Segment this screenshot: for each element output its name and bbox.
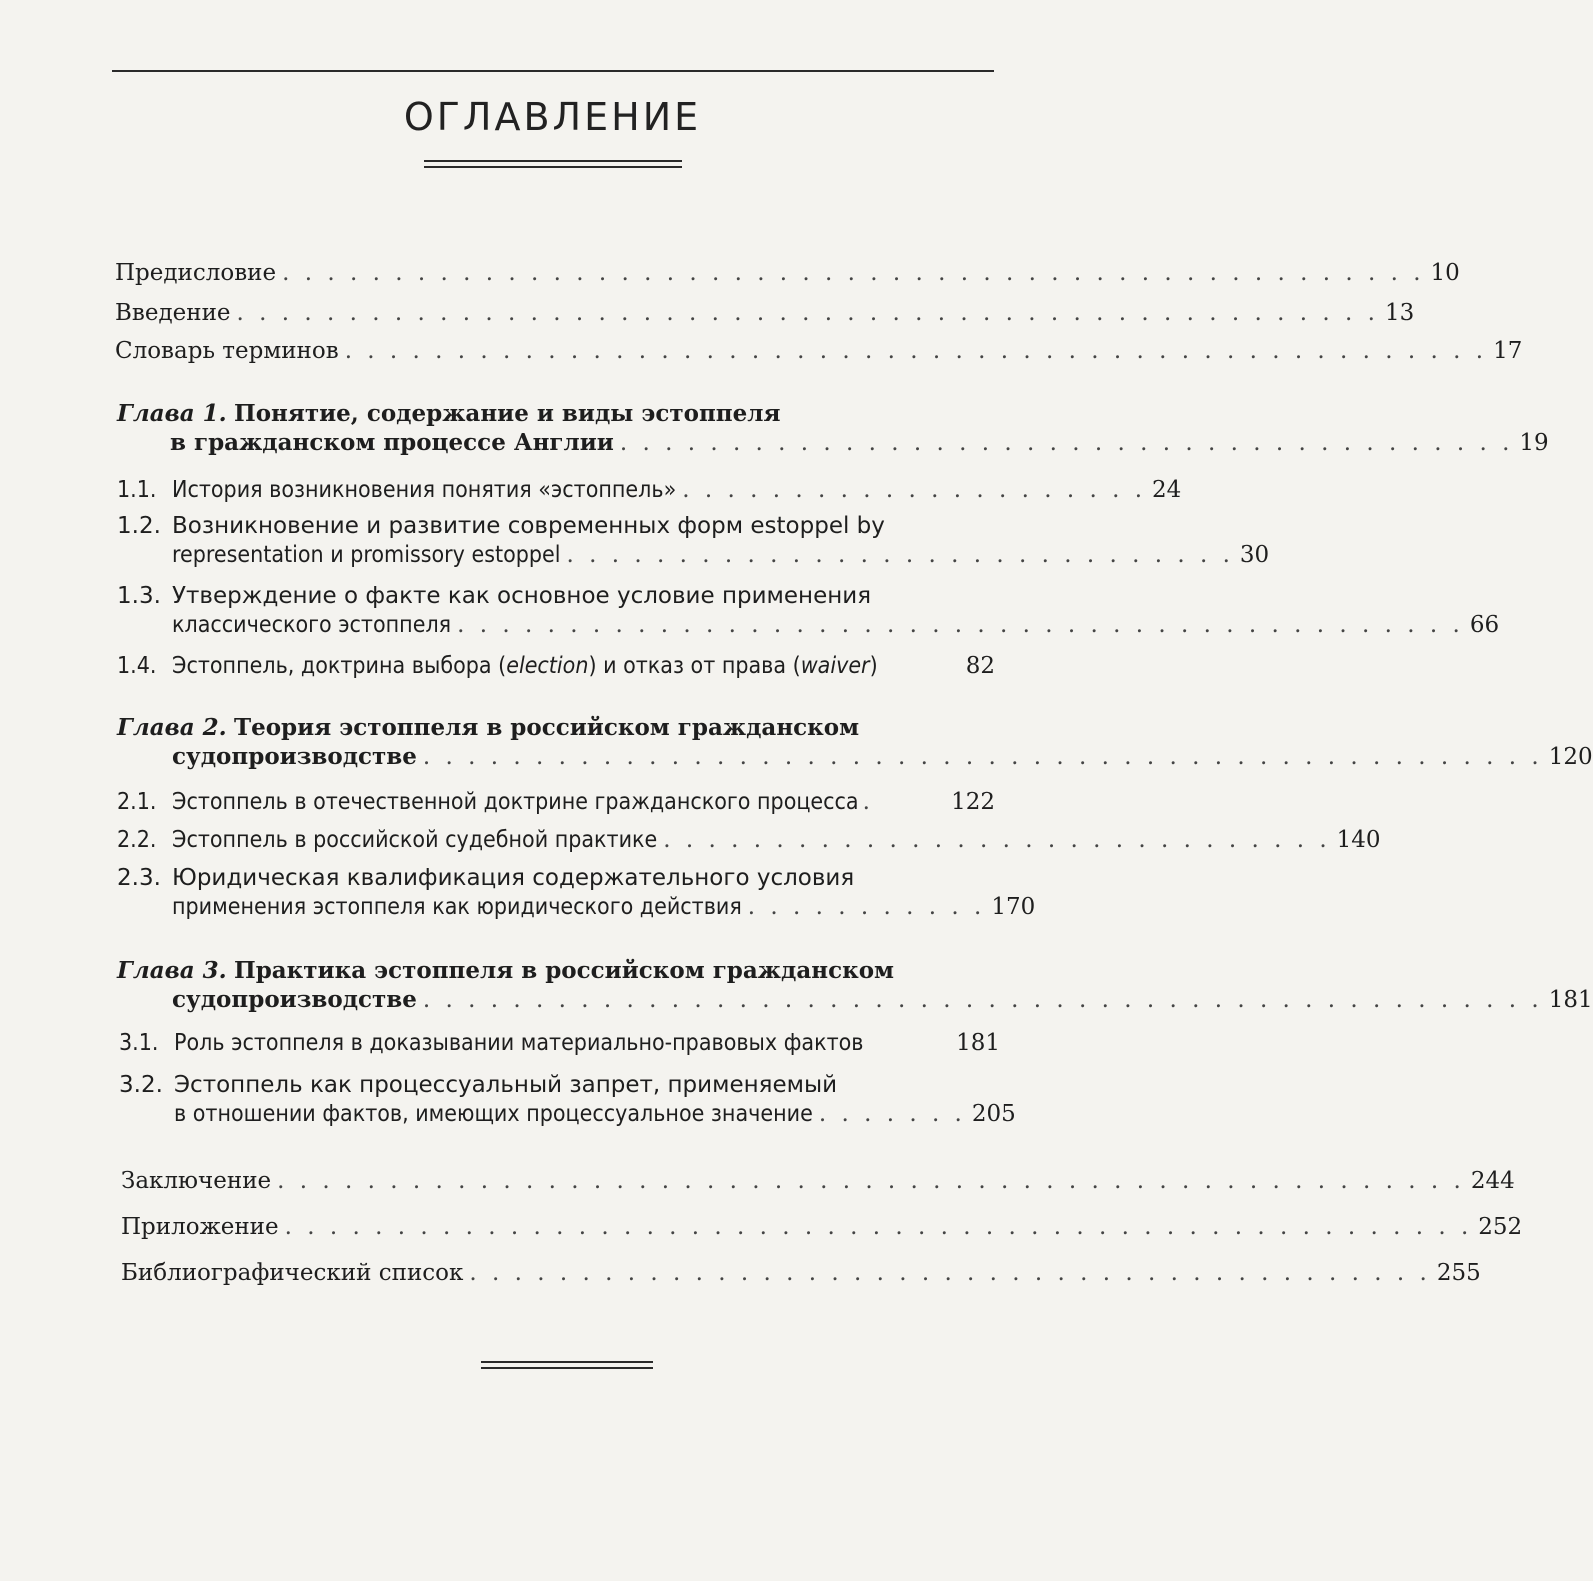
toc-entry-1-3-line1[interactable] bbox=[117, 580, 871, 612]
toc-entry-2-3-line1[interactable] bbox=[117, 862, 854, 894]
chapter-1-heading[interactable] bbox=[117, 398, 780, 430]
label-part: ) и отказ от права ( bbox=[588, 653, 801, 679]
entry-page: 181 bbox=[956, 1030, 1000, 1056]
chapter-title-line1: Понятие, содержание и виды эстоппеля bbox=[233, 400, 781, 427]
toc-entry-3-2[interactable] bbox=[174, 1098, 1016, 1130]
chapter-prefix: Глава 3. bbox=[117, 957, 227, 984]
leader-dots: . . . . . . . . . . . . . . . . . . . . . . . . . . . . . . bbox=[566, 542, 1234, 568]
toc-entry-appendix[interactable] bbox=[121, 1211, 1523, 1243]
entry-page: 205 bbox=[971, 1101, 1016, 1127]
leader-dots: . . . . . . . bbox=[818, 1101, 966, 1127]
leader-dots: . bbox=[862, 789, 874, 815]
entry-page: 122 bbox=[951, 789, 995, 815]
toc-entry-1-3[interactable] bbox=[172, 609, 1500, 641]
entry-label bbox=[172, 650, 878, 682]
entry-page: 17 bbox=[1493, 338, 1523, 364]
entry-label: История возникновения понятия «эстоппель» bbox=[172, 477, 677, 503]
section-number: 3.1. bbox=[119, 1030, 159, 1056]
chapter-title-line1: Практика эстоппеля в российском гражданском bbox=[233, 957, 895, 984]
chapter-2-heading[interactable] bbox=[117, 712, 859, 744]
leader-dots: . . . . . . . . . . . bbox=[747, 894, 986, 920]
leader-dots: . . . . . . . . . . . . . . . . . . . . . . . . . . . . . . . . . . . . . . . . . . . . . . . . . . bbox=[422, 744, 1543, 770]
entry-page: 140 bbox=[1336, 827, 1381, 853]
end-ornament-rules bbox=[481, 1361, 653, 1373]
leader-dots: . . . . . . . . . . . . . . . . . . . . . . . . . . . . . . bbox=[663, 827, 1331, 853]
entry-page: 19 bbox=[1519, 430, 1549, 456]
toc-entry-2-1[interactable] bbox=[117, 786, 995, 818]
entry-label: Заключение bbox=[121, 1168, 272, 1194]
leader-dots: . . . . . . . . . . . . . . . . . . . . . . . . . . . . . . . . . . . . . . . . . . . . . . . . . . . bbox=[282, 260, 1425, 286]
end-rule bbox=[481, 1367, 653, 1369]
chapter-title-line2: судопроизводстве bbox=[172, 743, 417, 770]
toc-entry-3-2-line1[interactable] bbox=[119, 1069, 837, 1101]
leader-dots: . . . . . . . . . . . . . . . . . . . . . . . . . . . . . . . . . . . . . . . . . . . . . . . . . . . bbox=[236, 300, 1379, 326]
toc-entry-1-4[interactable] bbox=[117, 650, 995, 682]
chapter-2-heading-line2[interactable] bbox=[172, 741, 1593, 773]
label-part: ) bbox=[869, 653, 878, 679]
chapter-3-heading[interactable] bbox=[117, 955, 894, 987]
chapter-prefix: Глава 1. bbox=[117, 400, 227, 427]
toc-entry-1-2-line1[interactable] bbox=[117, 510, 885, 542]
entry-label: Утверждение о факте как основное условие применения bbox=[172, 583, 872, 609]
toc-entry-conclusion[interactable] bbox=[121, 1165, 1515, 1197]
title-underline bbox=[424, 160, 682, 162]
leader-dots: . . . . . . . . . . . . . . . . . . . . . . . . . . . . . . . . . . . . . . . . . . . . . . . . . . bbox=[422, 987, 1543, 1013]
entry-label-line2: классического эстоппеля bbox=[172, 612, 452, 638]
entry-label-line2: применения эстоппеля как юридического действия bbox=[172, 894, 742, 920]
entry-page: 252 bbox=[1478, 1214, 1523, 1240]
entry-page: 30 bbox=[1239, 542, 1270, 568]
header-rule bbox=[112, 70, 994, 72]
chapter-title-line2: судопроизводстве bbox=[172, 986, 417, 1013]
entry-page: 24 bbox=[1152, 477, 1182, 503]
end-rule bbox=[481, 1361, 653, 1363]
entry-label: Эстоппель в российской судебной практике bbox=[172, 827, 658, 853]
entry-page: 181 bbox=[1548, 987, 1593, 1013]
entry-page: 255 bbox=[1436, 1260, 1481, 1286]
label-part: Эстоппель, доктрина выбора ( bbox=[172, 653, 507, 679]
entry-label: Эстоппель как процессуальный запрет, применяемый bbox=[174, 1072, 838, 1098]
leader-dots: . . . . . . . . . . . . . . . . . . . . . . . . . . . . . . . . . . . . . . . . . . . . . . . . . . . . . bbox=[277, 1168, 1465, 1194]
label-italic: election bbox=[506, 653, 589, 679]
entry-label: Приложение bbox=[121, 1214, 279, 1240]
chapter-prefix: Глава 2. bbox=[117, 714, 227, 741]
toc-entry-2-3[interactable] bbox=[172, 891, 1036, 923]
section-number: 1.4. bbox=[117, 653, 157, 679]
entry-label: Словарь терминов bbox=[115, 338, 339, 364]
toc-entry-1-1[interactable] bbox=[117, 474, 1182, 506]
section-number: 2.3. bbox=[117, 865, 161, 891]
entry-label: Введение bbox=[115, 300, 231, 326]
section-number: 1.1. bbox=[117, 477, 157, 503]
toc-entry-3-1[interactable] bbox=[119, 1027, 1000, 1059]
entry-page: 170 bbox=[991, 894, 1036, 920]
section-number: 1.3. bbox=[117, 583, 161, 609]
entry-page: 120 bbox=[1548, 744, 1593, 770]
entry-page: 10 bbox=[1430, 260, 1460, 286]
page-title: ОГЛАВЛЕНИЕ bbox=[403, 95, 702, 139]
entry-page: 82 bbox=[965, 653, 995, 679]
leader-dots: . . . . . . . . . . . . . . . . . . . . . . . . . . . . . . . . . . . . . . . . . . . . . . . . . . . bbox=[344, 338, 1488, 364]
entry-page: 244 bbox=[1470, 1168, 1515, 1194]
chapter-3-heading-line2[interactable] bbox=[172, 984, 1593, 1016]
entry-label-line2: representation и promissory estoppel bbox=[172, 542, 561, 568]
entry-label: Библиографический список bbox=[121, 1260, 464, 1286]
toc-entry-2-2[interactable] bbox=[117, 824, 1381, 856]
entry-label: Предисловие bbox=[115, 260, 277, 286]
leader-dots: . . . . . . . . . . . . . . . . . . . . . bbox=[682, 477, 1147, 503]
chapter-title-line2: в гражданском процессе Англии bbox=[170, 429, 614, 456]
entry-page: 66 bbox=[1469, 612, 1500, 638]
entry-label: Эстоппель в отечественной доктрине гражданского процесса bbox=[172, 789, 859, 815]
toc-entry-bibliography[interactable] bbox=[121, 1257, 1481, 1289]
chapter-title-line1: Теория эстоппеля в российском гражданском bbox=[233, 714, 860, 741]
entry-page: 13 bbox=[1384, 300, 1415, 326]
chapter-1-heading-line2[interactable] bbox=[170, 427, 1549, 459]
section-number: 2.2. bbox=[117, 827, 157, 853]
title-underline-2 bbox=[424, 166, 682, 168]
section-number: 2.1. bbox=[117, 789, 157, 815]
entry-label: Юридическая квалификация содержательного условия bbox=[172, 865, 855, 891]
leader-dots: . . . . . . . . . . . . . . . . . . . . . . . . . . . . . . . . . . . . . . . . . . . . . bbox=[457, 612, 1464, 638]
leader-dots: . . . . . . . . . . . . . . . . . . . . . . . . . . . . . . . . . . . . . . . . . . . . . . . . . . . . . bbox=[284, 1214, 1473, 1240]
section-number: 1.2. bbox=[117, 513, 161, 539]
entry-label: Роль эстоппеля в доказывании материально-правовых фактов bbox=[174, 1030, 864, 1056]
entry-label-line2: в отношении фактов, имеющих процессуальное значение bbox=[174, 1101, 813, 1127]
leader-dots: . . . . . . . . . . . . . . . . . . . . . . . . . . . . . . . . . . . . . . . . bbox=[619, 430, 1514, 456]
leader-dots: . . . . . . . . . . . . . . . . . . . . . . . . . . . . . . . . . . . . . . . . . . . bbox=[469, 1260, 1431, 1286]
section-number: 3.2. bbox=[119, 1072, 163, 1098]
toc-entry-introduction[interactable] bbox=[115, 297, 1415, 329]
label-italic: waiver bbox=[800, 653, 870, 679]
toc-entry-preface[interactable] bbox=[115, 257, 1460, 289]
toc-entry-1-2[interactable] bbox=[172, 539, 1270, 571]
toc-entry-glossary[interactable] bbox=[115, 335, 1523, 367]
entry-label: Возникновение и развитие современных форм estoppel by bbox=[172, 513, 885, 539]
